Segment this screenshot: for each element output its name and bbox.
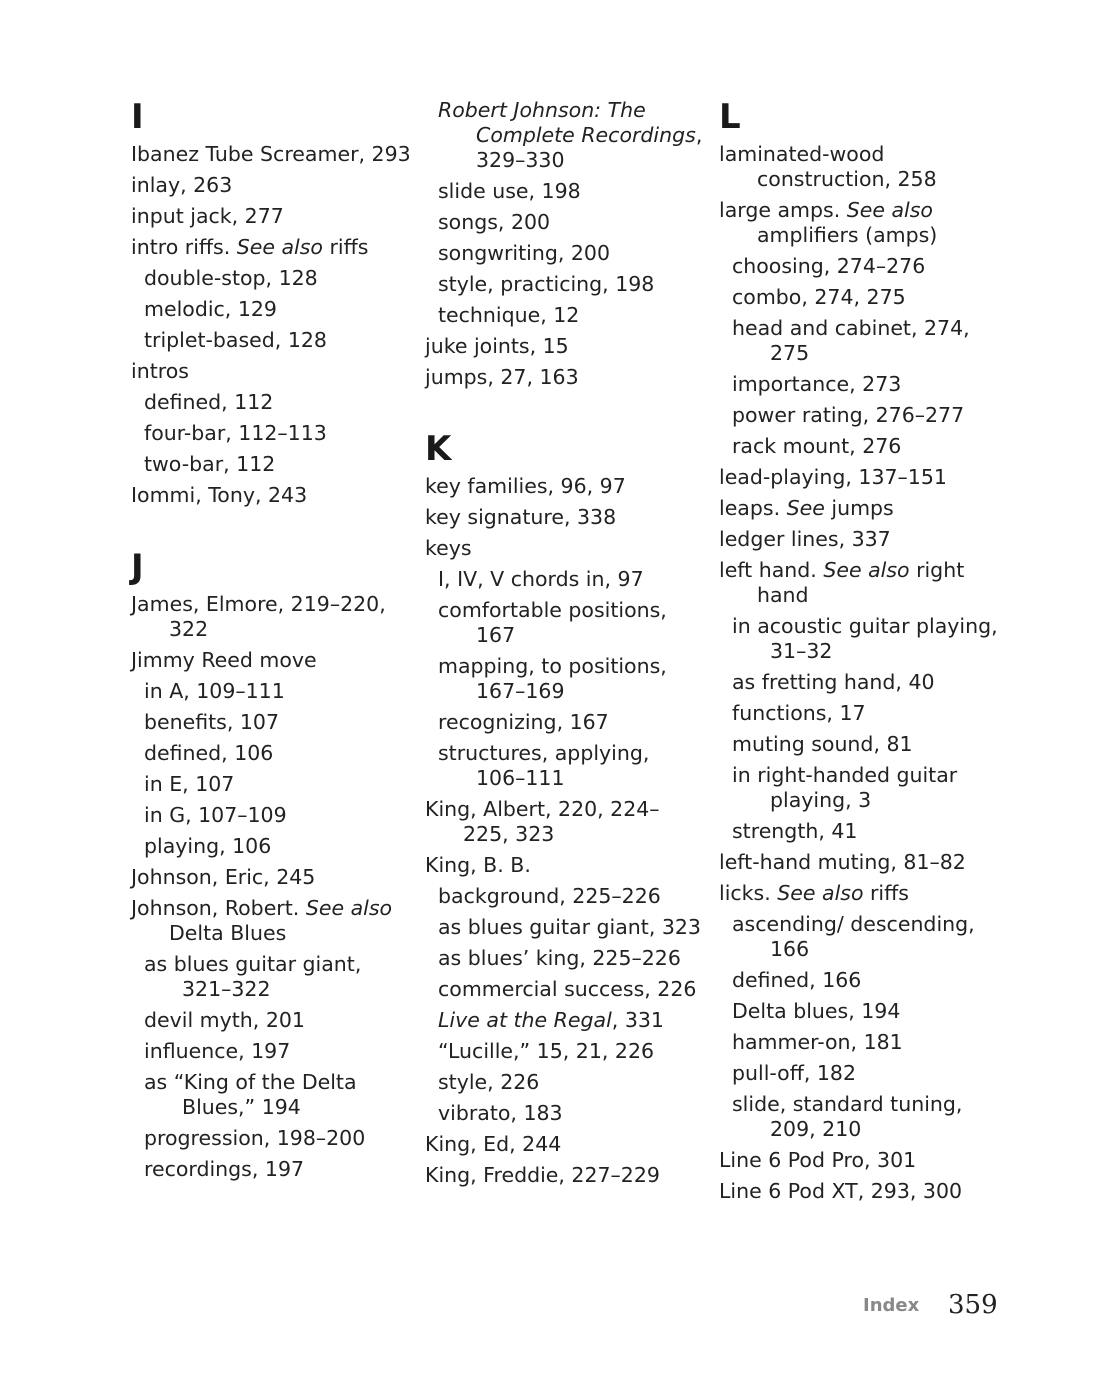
entry-text: four-bar, 112–113 xyxy=(144,421,327,445)
entry-text: inlay, 263 xyxy=(131,173,233,197)
entry-text: jumps, 27, 163 xyxy=(425,365,579,389)
index-subentry xyxy=(719,282,1009,313)
footer-section-label: Index xyxy=(863,1295,920,1316)
section-letter-heading: K xyxy=(425,429,452,469)
index-entry xyxy=(131,356,411,387)
entry-text: style, practicing, 198 xyxy=(438,272,655,296)
entry-text-italic: Robert Johnson: The Complete Recordings xyxy=(438,98,696,147)
index-subentry xyxy=(719,760,1009,816)
index-subentry xyxy=(131,449,411,480)
index-entry xyxy=(719,462,1009,493)
index-subentry xyxy=(425,595,705,651)
index-subentry xyxy=(425,1036,705,1067)
index-subentry xyxy=(719,909,1009,965)
index-subentry xyxy=(719,313,1009,369)
index-subentry xyxy=(425,95,705,176)
index-section xyxy=(131,545,411,1185)
entry-text: Line 6 Pod Pro, 301 xyxy=(719,1148,917,1172)
index-entry xyxy=(131,589,411,645)
entry-text: large amps. xyxy=(719,198,847,222)
entry-text: in right-handed guitar playing, 3 xyxy=(732,763,958,812)
entry-text: mapping, to positions, 167–169 xyxy=(438,654,667,703)
entry-text: James, Elmore, 219–220, 322 xyxy=(131,592,386,641)
entry-text: riffs xyxy=(863,881,909,905)
entry-text: juke joints, 15 xyxy=(425,334,569,358)
index-section xyxy=(131,95,411,511)
entry-text: intros xyxy=(131,359,189,383)
index-subentry xyxy=(719,729,1009,760)
entry-text: right hand xyxy=(757,558,965,607)
index-entry xyxy=(131,645,411,676)
index-entry xyxy=(425,850,705,881)
entry-text-italic: See also xyxy=(823,558,910,582)
index-subentry xyxy=(719,698,1009,729)
entry-text-italic: Live at the Regal xyxy=(438,1008,612,1032)
entry-text-italic: See also xyxy=(236,235,323,259)
index-section xyxy=(425,95,705,393)
entry-text: commercial success, 226 xyxy=(438,977,697,1001)
entry-text: King, Ed, 244 xyxy=(425,1132,562,1156)
index-subentry xyxy=(425,651,705,707)
entry-text: Line 6 Pod XT, 293, 300 xyxy=(719,1179,963,1203)
index-entry xyxy=(425,1129,705,1160)
index-entry xyxy=(425,794,705,850)
entry-text: in acoustic guitar playing, 31–32 xyxy=(732,614,998,663)
entry-text: devil myth, 201 xyxy=(144,1008,305,1032)
entry-text: songs, 200 xyxy=(438,210,551,234)
index-subentry xyxy=(719,667,1009,698)
index-subentry xyxy=(425,738,705,794)
section-letter-heading: J xyxy=(131,547,144,587)
entry-text: style, 226 xyxy=(438,1070,540,1094)
entry-text-italic: See also xyxy=(846,198,933,222)
index-column-3 xyxy=(719,95,1009,1241)
entry-text: King, Freddie, 227–229 xyxy=(425,1163,660,1187)
index-subentry xyxy=(719,611,1009,667)
index-entry xyxy=(131,862,411,893)
index-entry xyxy=(131,232,411,263)
entry-text: double-stop, 128 xyxy=(144,266,318,290)
entry-text: structures, applying, 106–111 xyxy=(438,741,650,790)
index-subentry xyxy=(425,881,705,912)
index-subentry xyxy=(719,1089,1009,1145)
entry-text: muting sound, 81 xyxy=(732,732,913,756)
index-subentry xyxy=(719,996,1009,1027)
entry-text: triplet-based, 128 xyxy=(144,328,327,352)
entry-text: jumps xyxy=(824,496,894,520)
entry-text: influence, 197 xyxy=(144,1039,291,1063)
entry-text: Iommi, Tony, 243 xyxy=(131,483,308,507)
entry-text: background, 225–226 xyxy=(438,884,661,908)
index-subentry xyxy=(131,738,411,769)
section-letter-heading: I xyxy=(131,97,144,137)
entry-text: as “King of the Delta Blues,” 194 xyxy=(144,1070,357,1119)
index-subentry xyxy=(719,965,1009,996)
section-letter-heading: L xyxy=(719,97,741,137)
index-column-2 xyxy=(425,95,705,1225)
entry-text: Johnson, Robert. xyxy=(131,896,306,920)
index-entry xyxy=(719,878,1009,909)
entry-text: ascending/ descending, 166 xyxy=(732,912,975,961)
entry-text: vibrato, 183 xyxy=(438,1101,563,1125)
entry-text: key families, 96, 97 xyxy=(425,474,626,498)
entry-text-italic: See also xyxy=(305,896,393,920)
index-subentry xyxy=(131,294,411,325)
entry-text: left-hand muting, 81–82 xyxy=(719,850,966,874)
entry-text: importance, 273 xyxy=(732,372,902,396)
entry-text: slide, standard tuning, 209, 210 xyxy=(732,1092,963,1141)
index-subentry xyxy=(425,1067,705,1098)
index-entry xyxy=(719,555,1009,611)
entry-text: songwriting, 200 xyxy=(438,241,611,265)
index-subentry xyxy=(425,707,705,738)
entry-text: strength, 41 xyxy=(732,819,858,843)
index-subentry xyxy=(131,1005,411,1036)
entry-text-italic: See also xyxy=(777,881,864,905)
entry-text: laminated-wood construction, 258 xyxy=(719,142,937,191)
index-section xyxy=(719,95,1009,1207)
entry-text: pull-off, 182 xyxy=(732,1061,857,1085)
entry-text: technique, 12 xyxy=(438,303,580,327)
index-entry xyxy=(131,201,411,232)
entry-text: Delta blues, 194 xyxy=(732,999,901,1023)
index-subentry xyxy=(131,1154,411,1185)
entry-text: leaps. xyxy=(719,496,787,520)
entry-text: melodic, 129 xyxy=(144,297,277,321)
index-subentry xyxy=(425,912,705,943)
index-subentry xyxy=(131,1036,411,1067)
entry-text: King, Albert, 220, 224–225, 323 xyxy=(425,797,660,846)
index-subentry xyxy=(131,707,411,738)
entry-text: ledger lines, 337 xyxy=(719,527,891,551)
index-subentry xyxy=(425,943,705,974)
index-entry xyxy=(719,1145,1009,1176)
entry-text: left hand. xyxy=(719,558,824,582)
entry-text: functions, 17 xyxy=(732,701,866,725)
entry-text: as blues guitar giant, 321–322 xyxy=(144,952,362,1001)
index-subentry xyxy=(719,816,1009,847)
index-subentry xyxy=(425,238,705,269)
entry-text: defined, 166 xyxy=(732,968,862,992)
index-entry xyxy=(425,1160,705,1191)
index-entry xyxy=(719,847,1009,878)
entry-text: intro riffs. xyxy=(131,235,237,259)
entry-text: I, IV, V chords in, 97 xyxy=(438,567,644,591)
entry-text-italic: See xyxy=(786,496,825,520)
index-subentry xyxy=(425,269,705,300)
entry-text: comfortable positions, 167 xyxy=(438,598,667,647)
index-subentry xyxy=(425,207,705,238)
entry-text: , 329–330 xyxy=(476,123,703,172)
index-entry xyxy=(719,195,1009,251)
entry-text: defined, 106 xyxy=(144,741,274,765)
index-subentry xyxy=(425,564,705,595)
index-subentry xyxy=(131,263,411,294)
index-subentry xyxy=(131,1067,411,1123)
index-subentry xyxy=(425,1005,705,1036)
index-subentry xyxy=(719,251,1009,282)
index-subentry xyxy=(719,1058,1009,1089)
entry-text: in G, 107–109 xyxy=(144,803,287,827)
entry-text: , 331 xyxy=(611,1008,664,1032)
index-entry xyxy=(425,533,705,564)
index-subentry xyxy=(131,325,411,356)
index-entry xyxy=(131,893,411,949)
index-subentry xyxy=(131,831,411,862)
entry-text: playing, 106 xyxy=(144,834,272,858)
index-subentry xyxy=(131,949,411,1005)
entry-text: amplifiers (amps) xyxy=(757,223,938,247)
index-subentry xyxy=(719,1027,1009,1058)
index-entry xyxy=(719,493,1009,524)
entry-text: two-bar, 112 xyxy=(144,452,276,476)
entry-text: recognizing, 167 xyxy=(438,710,609,734)
entry-text: “Lucille,” 15, 21, 226 xyxy=(438,1039,655,1063)
entry-text: licks. xyxy=(719,881,778,905)
index-column-1 xyxy=(131,95,411,1219)
entry-text: Delta Blues xyxy=(169,921,287,945)
entry-text: input jack, 277 xyxy=(131,204,284,228)
index-subentry xyxy=(425,974,705,1005)
entry-text: rack mount, 276 xyxy=(732,434,902,458)
entry-text: head and cabinet, 274, 275 xyxy=(732,316,970,365)
entry-text: riffs xyxy=(322,235,369,259)
index-subentry xyxy=(131,418,411,449)
index-subentry xyxy=(425,1098,705,1129)
entry-text: as blues’ king, 225–226 xyxy=(438,946,681,970)
index-subentry xyxy=(131,800,411,831)
entry-text: in A, 109–111 xyxy=(144,679,285,703)
entry-text: Jimmy Reed move xyxy=(131,648,317,672)
index-entry xyxy=(425,502,705,533)
entry-text: power rating, 276–277 xyxy=(732,403,965,427)
entry-text: as blues guitar giant, 323 xyxy=(438,915,701,939)
entry-text: keys xyxy=(425,536,472,560)
index-entry xyxy=(425,471,705,502)
index-entry xyxy=(131,480,411,511)
index-subentry xyxy=(719,400,1009,431)
entry-text: recordings, 197 xyxy=(144,1157,305,1181)
index-subentry xyxy=(425,176,705,207)
index-subentry xyxy=(719,431,1009,462)
index-entry xyxy=(719,1176,1009,1207)
index-entry xyxy=(131,170,411,201)
index-subentry xyxy=(425,300,705,331)
entry-text: in E, 107 xyxy=(144,772,235,796)
page-number: 359 xyxy=(948,1290,998,1320)
entry-text: hammer-on, 181 xyxy=(732,1030,903,1054)
index-subentry xyxy=(131,1123,411,1154)
index-entry xyxy=(425,331,705,362)
entry-text: combo, 274, 275 xyxy=(732,285,906,309)
entry-text: Ibanez Tube Screamer, 293 xyxy=(131,142,411,166)
entry-text: King, B. B. xyxy=(425,853,531,877)
entry-text: slide use, 198 xyxy=(438,179,581,203)
index-subentry xyxy=(131,676,411,707)
index-entry xyxy=(719,139,1009,195)
index-entry xyxy=(719,524,1009,555)
entry-text: as fretting hand, 40 xyxy=(732,670,935,694)
entry-text: Johnson, Eric, 245 xyxy=(131,865,316,889)
index-entry xyxy=(131,139,411,170)
index-subentry xyxy=(719,369,1009,400)
entry-text: defined, 112 xyxy=(144,390,274,414)
entry-text: choosing, 274–276 xyxy=(732,254,926,278)
index-entry xyxy=(425,362,705,393)
index-subentry xyxy=(131,769,411,800)
entry-text: key signature, 338 xyxy=(425,505,617,529)
entry-text: benefits, 107 xyxy=(144,710,280,734)
index-section xyxy=(425,427,705,1191)
entry-text: progression, 198–200 xyxy=(144,1126,366,1150)
index-subentry xyxy=(131,387,411,418)
entry-text: lead-playing, 137–151 xyxy=(719,465,947,489)
